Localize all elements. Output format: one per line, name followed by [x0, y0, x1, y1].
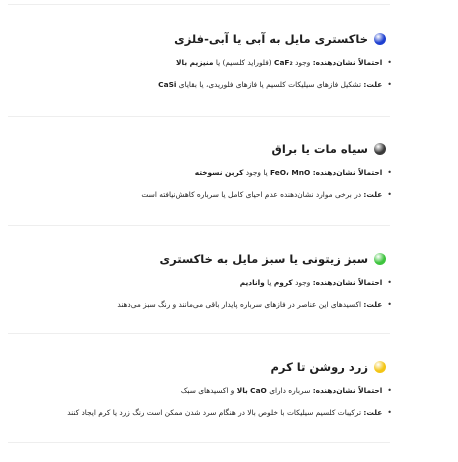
bullet: • — [387, 168, 392, 177]
item-bold: بالا — [236, 386, 248, 395]
item-bold: CaF₂ — [274, 58, 293, 67]
heading-text: سبز زیتونی یا سبز مایل به خاکستری — [159, 252, 368, 266]
item-text: وجود — [295, 58, 311, 67]
item-label: علت: — [363, 408, 383, 417]
section-heading — [271, 360, 387, 374]
item-label: احتمالاً نشان‌دهنده: — [312, 386, 383, 395]
item-label: علت: — [363, 80, 383, 89]
list-item — [181, 386, 392, 395]
item-text: (فلوراید کلسیم) یا — [215, 58, 272, 67]
bullet: • — [387, 190, 392, 199]
item-text: تشکیل فازهای سیلیکات کلسیم یا فازهای فلوریدی، یا بقایای — [178, 80, 362, 89]
item-bold: FeO، MnO — [270, 168, 311, 177]
heading-text: سیاه مات یا براق — [271, 142, 368, 156]
heading-text: خاکستری مایل به آبی یا آبی-فلزی — [174, 32, 368, 46]
list-item — [141, 190, 392, 199]
item-label: علت: — [363, 300, 383, 309]
divider-top — [8, 4, 390, 5]
item-label: علت: — [363, 190, 383, 199]
list-item — [158, 80, 392, 89]
list-item — [195, 168, 392, 177]
bullet: • — [387, 408, 392, 417]
item-bold: CaSi — [158, 80, 177, 89]
item-bold: کربن نسوخته — [194, 168, 244, 177]
item-label: احتمالاً نشان‌دهنده: — [312, 278, 383, 287]
item-text: یا وجود — [245, 168, 268, 177]
item-bold: کروم — [273, 278, 293, 287]
item-bold: وانادیم — [239, 278, 265, 287]
item-label: احتمالاً نشان‌دهنده: — [312, 58, 383, 67]
divider — [8, 225, 390, 226]
list-item — [240, 278, 392, 287]
blue-circle-icon — [374, 33, 386, 45]
item-text: وجود — [295, 278, 311, 287]
divider-bottom — [8, 442, 390, 443]
green-circle-icon — [374, 253, 386, 265]
item-text: ترکیبات کلسیم سیلیکات با خلوص بالا در هنگام سرد شدن ممکن است رنگ زرد یا کرم ایجاد کنند — [67, 408, 362, 417]
bullet: • — [387, 386, 392, 395]
item-text: اکسیدهای این عناصر در فازهای سرباره پایدار باقی می‌مانند و رنگ سبز می‌دهند — [117, 300, 362, 309]
item-text: در برخی موارد نشان‌دهنده عدم احیای کامل یا سرباره کاهش‌نیافته است — [141, 190, 362, 199]
yellow-circle-icon — [374, 361, 386, 373]
divider — [8, 333, 390, 334]
item-bold: منیزیم بالا — [176, 58, 214, 67]
bullet: • — [387, 300, 392, 309]
list-item — [67, 408, 392, 417]
section-heading — [174, 32, 386, 46]
divider — [8, 116, 390, 117]
item-text: یا — [267, 278, 272, 287]
list-item — [117, 300, 392, 309]
list-item — [176, 58, 392, 67]
heading-text: زرد روشن تا کرم — [270, 360, 368, 374]
item-bold: CaO — [250, 386, 267, 395]
section-heading — [272, 142, 386, 156]
item-text: سرباره دارای — [269, 386, 311, 395]
black-circle-icon — [374, 143, 386, 155]
item-label: احتمالاً نشان‌دهنده: — [312, 168, 383, 177]
section-heading — [160, 252, 386, 266]
bullet: • — [387, 278, 392, 287]
item-text: و اکسیدهای سبک — [180, 386, 235, 395]
bullet: • — [387, 58, 392, 67]
bullet: • — [387, 80, 392, 89]
